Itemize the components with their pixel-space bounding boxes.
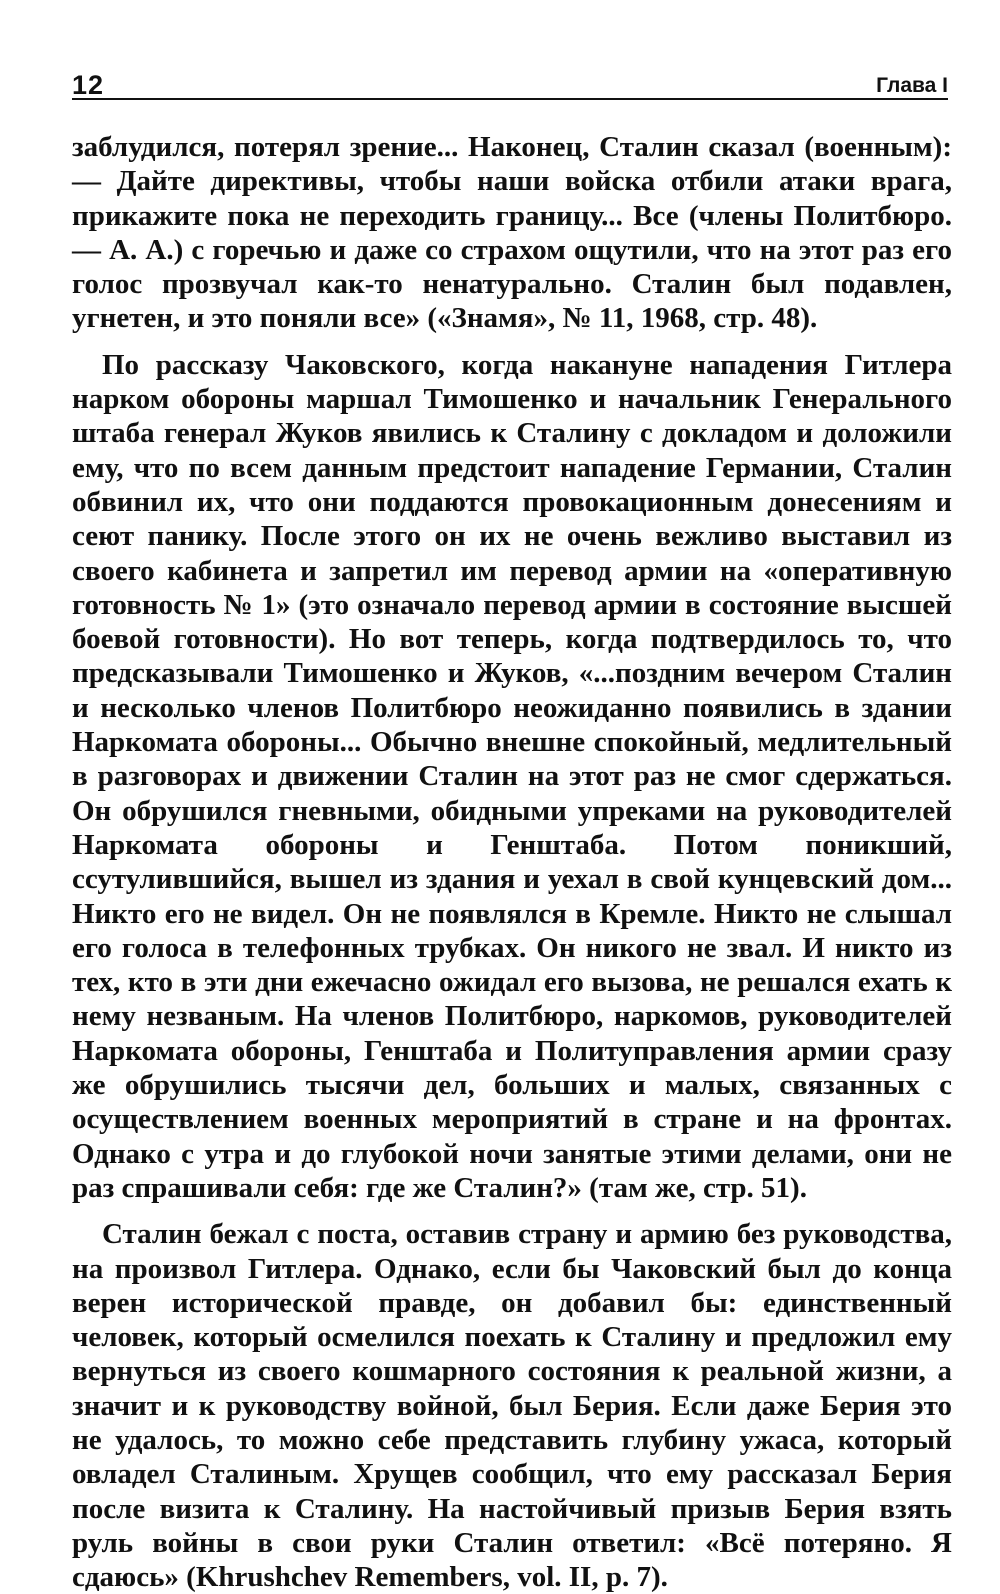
chapter-title: Глава I [876, 74, 948, 97]
page-header [72, 62, 948, 100]
page-number: 12 [72, 70, 105, 100]
body-text [72, 130, 952, 1594]
paragraph-continuation: заблудился, потерял зрение... Наконец, Сталин сказал (военным): — Дайте директивы, чтобы наши войска отбили атаки врага, прикажите пока не переходить границу... Все (члены Политбюро. — А. А.) с горечью и даже со страхом ощутили, что на этот раз его голос прозвучал как-то ненатурально. Сталин был подавлен, угнетен, и это поняли все» («Знамя», № 11, 1968, стр. 48). [72, 131, 952, 335]
paragraph-chakovsky: По рассказу Чаковского, когда накануне нападения Гитлера нарком обороны маршал Тимошенко и начальник Генерального штаба генерал Жуков явились к Сталину с докладом и доложили ему, что по всем данным предстоит нападение Германии, Сталин обвинил их, что они поддаются провокационным донесениям и сеют панику. После этого он их не очень вежливо выставил из своего кабинета и запретил им перевод армии на «оперативную готовность № 1» (это означало перевод армии в состояние высшей боевой готовности). Но вот теперь, когда подтвердилось то, что предсказывали Тимошенко и Жуков, «...поздним вечером Сталин и несколько членов Политбюро неожиданно появились в здании Наркомата обороны... Обычно внешне спокойный, медлительный в разговорах и движении Сталин на этот раз не смог сдержаться. Он обрушился гневными, обидными упреками на руководителей Наркомата обороны и Генштаба. Потом поникший, ссутулившийся, вышел из здания и уехал в свой кунцевский дом... Никто его не видел. Он не появлялся в Кремле. Никто не слышал его голоса в телефонных трубках. Он никого не звал. И никто из тех, кто в эти дни ежечасно ожидал его вызова, не решался ехать к нему незваным. На членов Политбюро, наркомов, руководителей Наркомата обороны, Генштаба и Политуправления армии сразу же обрушились тысячи дел, больших и малых, связанных с осуществлением военных мероприятий в стране и на фронтах. Однако с утра и до глубокой ночи занятые этими делами, они не раз спрашивали себя: где же Сталин?» (там же, стр. 51). [72, 348, 952, 1204]
paragraph-stalin-fled: Сталин бежал с поста, оставив страну и армию без руководства, на произвол Гитлера. Однако, если бы Чаковский был до конца верен исторической правде, он добавил бы: единственный человек, который осмелился поехать к Сталину и предложил ему вернуться из своего кошмарного состояния к реальной жизни, а значит и к руководству войной, был Берия. Если даже Берия это не удалось, то можно себе представить глубину ужаса, который овладел Сталиным. Хрущев сообщил, что ему рассказал Берия после визита к Сталину. На настойчивый призыв Берия взять руль войны в свои руки Сталин ответил: «Всё потеряно. Я сдаюсь» (Khrushchev Remembers, vol. II, p. 7). [72, 1218, 952, 1594]
